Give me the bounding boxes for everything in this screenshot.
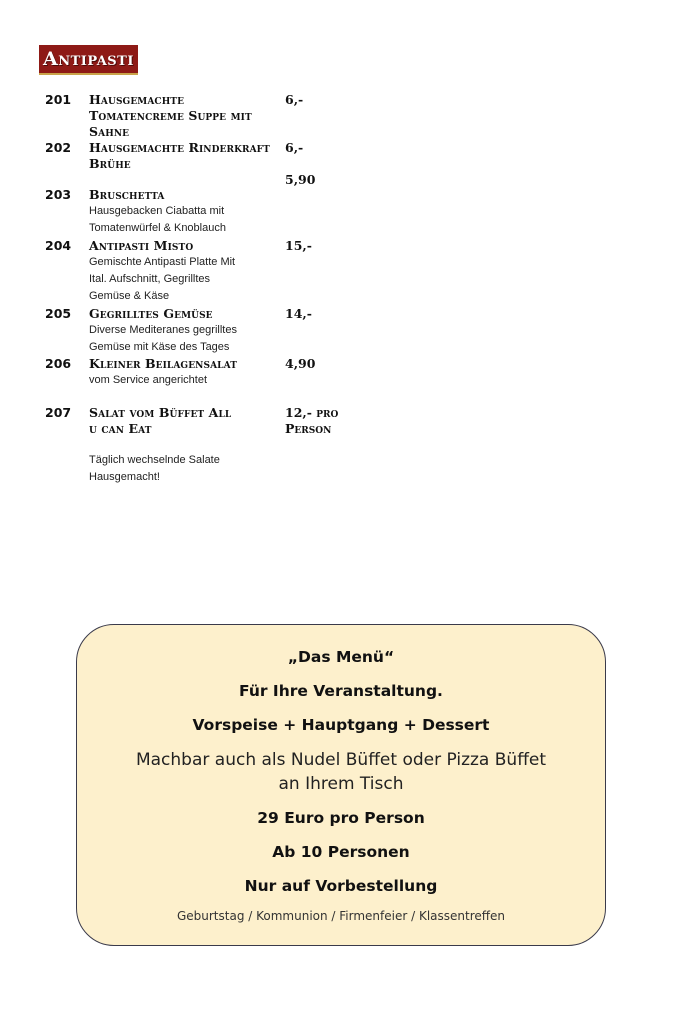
item-price: 5,90 bbox=[285, 172, 316, 187]
item-name: Hausgemachte Rinderkraft Brühe bbox=[89, 140, 270, 171]
promo-option-line2: an Ihrem Tisch bbox=[278, 774, 404, 794]
item-number: 206 bbox=[45, 356, 72, 371]
item-price: 15,- bbox=[285, 238, 312, 253]
item-name: Kleiner Beilagensalat bbox=[89, 356, 237, 371]
item-description: Hausgebacken Ciabatta mit Tomatenwürfel & Knoblauch bbox=[89, 205, 226, 234]
section-title: Antipasti bbox=[39, 45, 138, 75]
item-price: 4,90 bbox=[285, 356, 316, 371]
item-description: Gemischte Antipasti Platte Mit Ital. Aufschnitt, Gegrilltes Gemüse & Käse bbox=[89, 256, 236, 302]
item-name: Hausgemachte Tomatencreme Suppe mit Sahne bbox=[89, 92, 252, 139]
item-price: 14,- bbox=[285, 306, 312, 321]
item-number: 202 bbox=[45, 140, 72, 155]
item-description: Täglich wechselnde Salate Hausgemacht! bbox=[89, 454, 220, 483]
item-description: Diverse Mediteranes gegrilltes Gemüse mit Käse des Tages bbox=[89, 324, 237, 353]
promo-courses: Vorspeise + Hauptgang + Dessert bbox=[192, 716, 490, 734]
item-number: 203 bbox=[45, 187, 72, 202]
item-price: 6,- bbox=[285, 92, 304, 107]
item-number: 204 bbox=[45, 238, 72, 253]
promo-option-line1: Machbar auch als Nudel Büffet oder Pizza Büffet bbox=[135, 750, 547, 770]
item-name: Bruschetta bbox=[89, 187, 165, 202]
item-name: Salat vom Büffet All u can Eat bbox=[89, 405, 232, 436]
promo-occasions: Geburtstag / Kommunion / Firmenfeier / Klassentreffen bbox=[176, 909, 506, 923]
item-number: 207 bbox=[45, 405, 72, 420]
promo-price: 29 Euro pro Person bbox=[257, 809, 425, 827]
item-name: Antipasti Misto bbox=[89, 238, 194, 253]
item-price: 6,- bbox=[285, 140, 304, 155]
promo-note: Nur auf Vorbestellung bbox=[244, 877, 438, 895]
promo-title: „Das Menü“ bbox=[287, 648, 395, 666]
item-number: 201 bbox=[45, 92, 72, 107]
item-price: 12,- pro Person bbox=[285, 405, 339, 436]
promo-minimum: Ab 10 Personen bbox=[272, 843, 410, 861]
item-description: vom Service angerichtet bbox=[89, 374, 207, 386]
promo-box bbox=[76, 624, 606, 946]
promo-subtitle: Für Ihre Veranstaltung. bbox=[239, 682, 443, 700]
item-number: 205 bbox=[45, 306, 72, 321]
item-name: Gegrilltes Gemüse bbox=[89, 306, 213, 321]
